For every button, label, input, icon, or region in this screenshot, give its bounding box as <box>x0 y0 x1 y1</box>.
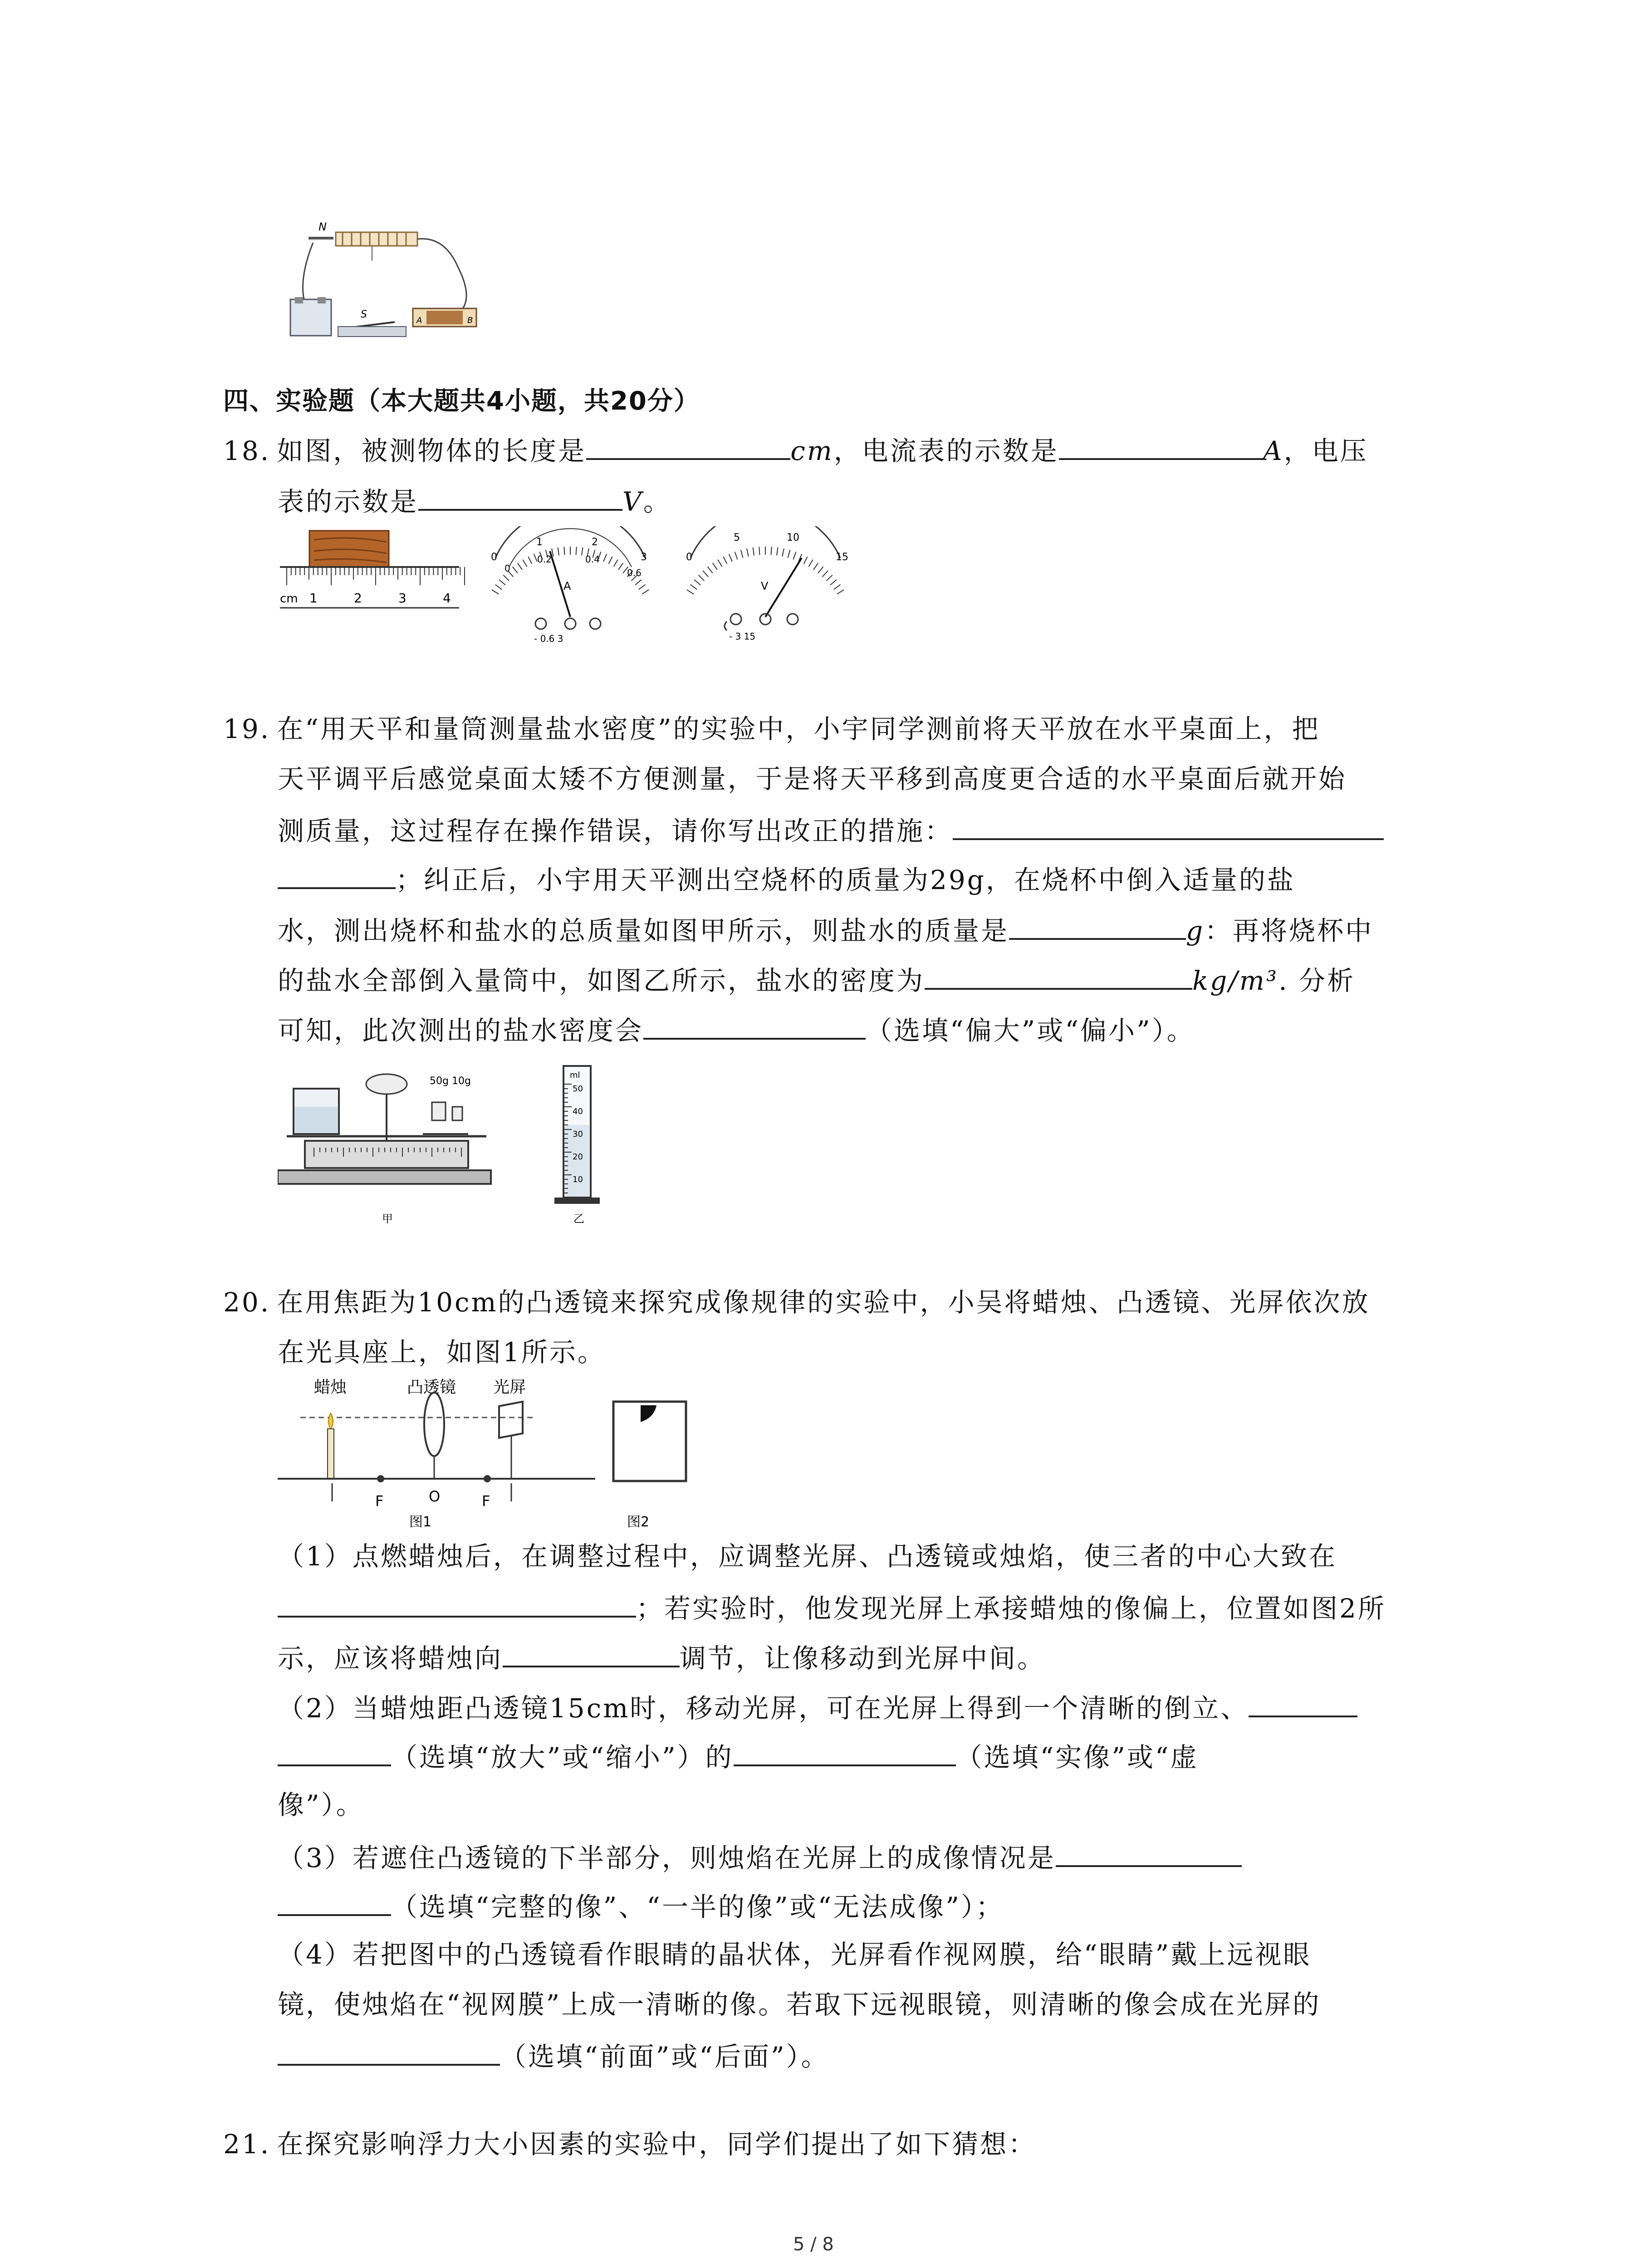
q20-line2: 在光具座上，如图1所示。 <box>278 1337 606 1368</box>
voltmeter-needle <box>765 558 802 617</box>
q20-blank-size[interactable] <box>1249 1693 1357 1717</box>
q20-p4-line1: （4）若把图中的凸透镜看作眼睛的晶状体，光屏看作视网膜，给“眼睛”戴上远视眼 <box>278 1939 1312 1970</box>
q19-line7: 可知，此次测出的盐水密度会 （选填“偏大”或“偏小”）。 <box>278 1015 1195 1046</box>
q19-line6: 的盐水全部倒入量筒中，如图乙所示，盐水的密度为 kg/m³. 分析 <box>278 965 1355 996</box>
q19-line2: 天平调平后感觉桌面太矮不方便测量，于是将天平移到高度更合适的水平桌面后就开始 <box>278 763 1347 794</box>
label-s: S <box>361 309 367 320</box>
battery <box>290 299 331 336</box>
q20-p2-line3: 像”）。 <box>278 1789 364 1820</box>
svg-text:20: 20 <box>573 1152 583 1162</box>
label-f-right: F <box>482 1492 490 1510</box>
svg-text:0.4: 0.4 <box>585 554 600 565</box>
ruler-tick-4: 4 <box>443 591 451 606</box>
q18-line1: 18. 如图，被测物体的长度是 cm，电流表的示数是 A，电压 <box>223 435 1368 466</box>
q20-p3-line1: （3）若遮住凸透镜的下半部分，则烛焰在光屏上的成像情况是 <box>278 1843 1242 1871</box>
candle <box>328 1429 334 1479</box>
q21-number: 21. <box>223 2129 271 2160</box>
convex-lens <box>424 1393 444 1456</box>
q20-p2-line1: （2）当蜡烛距凸透镜15cm时，移动光屏，可在光屏上得到一个清晰的倒立、 <box>278 1693 1357 1721</box>
q19-number: 19. <box>223 714 271 744</box>
q20-number: 20. <box>223 1287 271 1318</box>
q18-blank-current[interactable] <box>1059 435 1263 460</box>
q20-p3-line2: （选填“完整的像”、“一半的像”或“无法成像”）； <box>278 1892 1004 1920</box>
q20-blank-front-back[interactable] <box>278 2041 500 2066</box>
ruler-unit: cm <box>280 592 298 606</box>
balance-figure <box>278 1074 491 1225</box>
ruler-tick-3: 3 <box>398 591 407 606</box>
svg-text:5: 5 <box>734 532 740 543</box>
label-lens: 凸透镜 <box>407 1378 456 1397</box>
ammeter <box>491 526 649 644</box>
svg-text:0.2: 0.2 <box>537 554 552 565</box>
svg-text:3: 3 <box>641 552 647 563</box>
q20-p4-line2: 镜，使烛焰在“视网膜”上成一清晰的像。若取下远视眼镜，则清晰的像会成在光屏的 <box>278 1989 1321 2020</box>
svg-text:0.6: 0.6 <box>627 567 642 578</box>
label-screen: 光屏 <box>493 1378 526 1397</box>
q19-line5: 水，测出烧杯和盐水的总质量如图甲所示，则盐水的质量是 g：再将烧杯中 <box>278 915 1374 946</box>
q20-p1-line1: （1）点燃蜡烛后，在调整过程中，应调整光屏、凸透镜或烛焰，使三者的中心大致在 <box>278 1541 1337 1572</box>
q20-blank-image-state[interactable] <box>1056 1843 1242 1867</box>
screen-shape <box>499 1402 523 1438</box>
ammeter-letter: A <box>563 580 571 592</box>
q20-blank-image-state-cont[interactable] <box>278 1892 391 1916</box>
svg-text:15: 15 <box>836 552 848 563</box>
svg-text:50: 50 <box>573 1084 583 1094</box>
flame <box>328 1413 333 1429</box>
voltmeter-letter: V <box>761 580 769 592</box>
svg-text:30: 30 <box>573 1129 583 1139</box>
label-o: O <box>429 1488 441 1505</box>
voltmeter <box>686 526 848 642</box>
q19-blank-mass[interactable] <box>1009 915 1186 940</box>
q18-blank-voltage[interactable] <box>418 486 622 511</box>
q20-line1: 20. 在用焦距为10cm的凸透镜来探究成像规律的实验中，小吴将蜡烛、凸透镜、光屏依次放 <box>223 1287 1370 1318</box>
q19-line1: 19. 在“用天平和量筒测量盐水密度”的实验中，小宇同学测前将天平放在水平桌面上，把 <box>223 714 1320 744</box>
svg-text:0: 0 <box>686 552 692 563</box>
q20-p1-line3: 示，应该将蜡烛向 调节，让像移动到光屏中间。 <box>278 1643 1046 1674</box>
svg-text:2: 2 <box>592 537 598 548</box>
q19-line4: ；纠正后，小宇用天平测出空烧杯的质量为29g，在烧杯中倒入适量的盐 <box>278 865 1295 893</box>
svg-text:0: 0 <box>491 552 497 563</box>
q19-blank-fix[interactable] <box>953 816 1384 840</box>
weight-10g <box>452 1107 462 1120</box>
q18-number: 18. <box>223 435 271 466</box>
weights-label: 50g 10g <box>430 1075 471 1087</box>
q20-p4-line3: （选填“前面”或“后面”）。 <box>278 2041 829 2070</box>
q19-blank-fix-cont[interactable] <box>278 865 396 889</box>
q20-optics-figure <box>278 1374 731 1529</box>
fig1-label: 图1 <box>409 1514 432 1529</box>
q21-line1: 21. 在探究影响浮力大小因素的实验中，同学们提出了如下猜想： <box>223 2129 1037 2160</box>
svg-text:0: 0 <box>505 563 510 574</box>
svg-text:10: 10 <box>787 532 799 543</box>
ammeter-terminals: - 0.6 3 <box>534 633 563 644</box>
q20-blank-height[interactable] <box>278 1593 636 1618</box>
voltmeter-terminals: - 3 15 <box>729 631 756 642</box>
balance-base <box>278 1170 491 1184</box>
svg-text:1: 1 <box>536 537 543 548</box>
q18-blank-length[interactable] <box>586 435 790 460</box>
fig2-image <box>641 1405 656 1422</box>
fig-label-yi: 乙 <box>573 1212 584 1225</box>
q20-blank-size-cont[interactable] <box>278 1742 391 1766</box>
q19-figures <box>278 1061 641 1243</box>
label-a: A <box>416 316 422 325</box>
q18-figures <box>278 526 913 644</box>
svg-text:10: 10 <box>573 1175 583 1184</box>
label-b: B <box>467 316 473 325</box>
label-f-left: F <box>375 1492 384 1510</box>
ruler-tick-1: 1 <box>309 591 318 606</box>
label-n: N <box>318 220 327 233</box>
svg-text:40: 40 <box>573 1107 583 1116</box>
ruler <box>280 531 465 608</box>
section-heading: 四、实验题（本大题共4小题，共20分） <box>223 386 700 416</box>
q19-blank-density[interactable] <box>925 965 1192 990</box>
q19-blank-bias[interactable] <box>643 1015 866 1040</box>
fig-label-jia: 甲 <box>382 1212 393 1225</box>
balance-beam <box>305 1141 468 1168</box>
q20-p2-line2: （选填“放大”或“缩小”）的 （选填“实像”或“虚 <box>278 1742 1199 1770</box>
q19-line3: 测质量，这过程存在操作错误，请你写出改正的措施： <box>278 816 1384 844</box>
q20-blank-direction[interactable] <box>503 1643 680 1667</box>
q20-blank-real-virtual[interactable] <box>734 1742 956 1766</box>
electromagnet-circuit-figure <box>281 218 481 354</box>
coil <box>336 232 417 246</box>
q20-p1-line2: ；若实验时，他发现光屏上承接蜡烛的像偏上，位置如图2所 <box>278 1593 1386 1622</box>
q18-line2: 表的示数是 V。 <box>278 486 671 517</box>
fig2-label: 图2 <box>627 1514 650 1529</box>
label-candle: 蜡烛 <box>314 1378 347 1397</box>
cylinder-unit: ml <box>570 1070 580 1080</box>
weight-50g <box>432 1102 446 1120</box>
ruler-tick-2: 2 <box>354 591 362 606</box>
graduated-cylinder <box>554 1066 600 1225</box>
page-number: 5 / 8 <box>793 2234 834 2255</box>
